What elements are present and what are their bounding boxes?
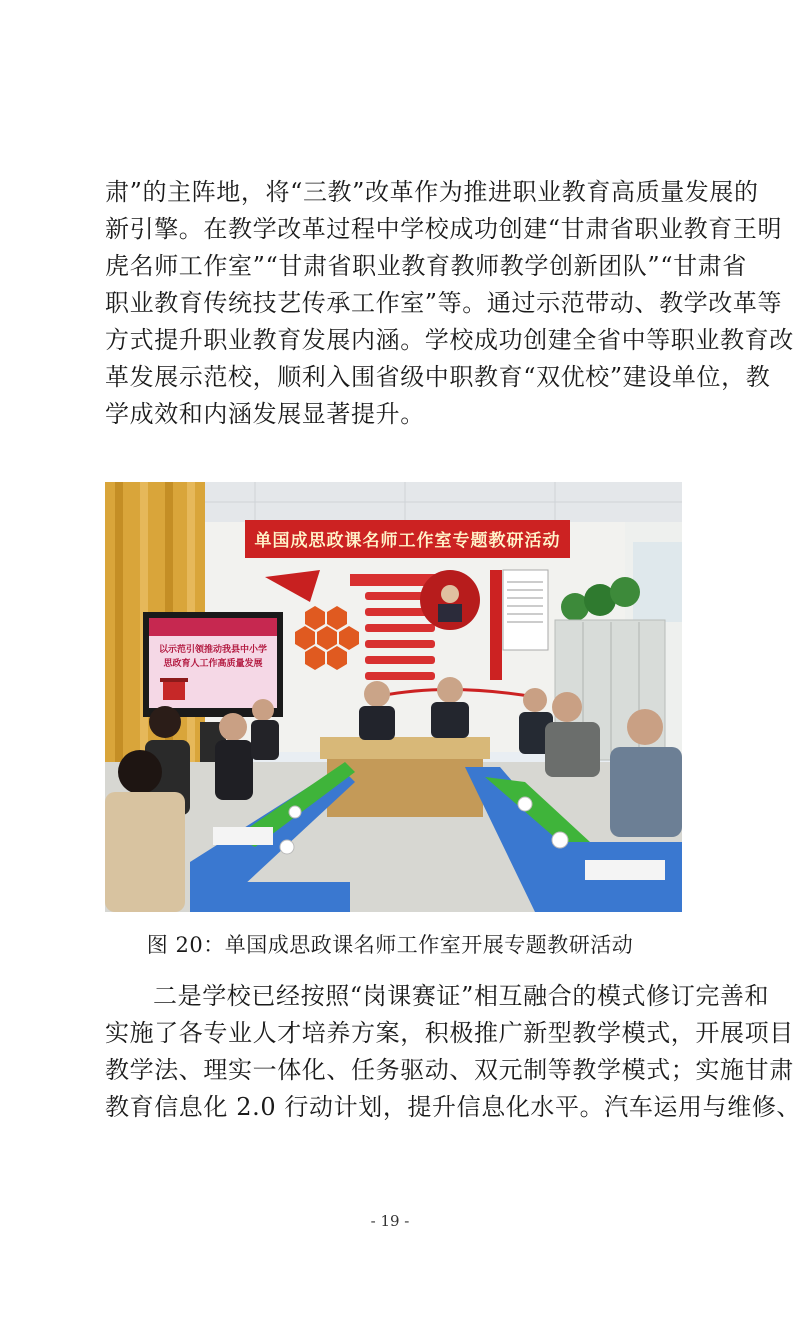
figure-caption: 图 20：单国成思政课名师工作室开展专题教研活动 <box>146 933 634 957</box>
screen-title-2: 思政育人工作高质量发展 <box>163 659 263 669</box>
text-line: 革发展示范校，顺利入围省级中职教育“双优校”建设单位，教 <box>105 363 771 391</box>
page-number: - 19 - <box>370 1212 410 1230</box>
paragraph-2 <box>105 978 801 1126</box>
text-line: 方式提升职业教育发展内涵。学校成功创建全省中等职业教育改 <box>105 326 794 354</box>
text-line: 二是学校已经按照“岗课赛证”相互融合的模式修订完善和 <box>153 982 770 1010</box>
text-line: 新引擎。在教学改革过程中学校成功创建“甘肃省职业教育王明 <box>105 215 783 243</box>
text-line: 虎名师工作室”“甘肃省职业教育教师教学创新团队”“甘肃省 <box>105 252 747 280</box>
text-line: 实施了各专业人才培养方案，积极推广新型教学模式，开展项目 <box>105 1019 794 1047</box>
text-line: 学成效和内涵发展显著提升。 <box>105 400 425 428</box>
paragraph-1 <box>105 174 794 433</box>
meeting-photo <box>105 482 682 912</box>
text-line: 职业教育传统技艺传承工作室”等。通过示范带动、教学改革等 <box>105 289 783 317</box>
banner-text: 单国成思政课名师工作室专题教研活动 <box>254 531 561 551</box>
text-line: 肃”的主阵地，将“三教”改革作为推进职业教育高质量发展的 <box>105 178 759 206</box>
text-line: 教学法、理实一体化、任务驱动、双元制等教学模式；实施甘肃 <box>105 1056 794 1084</box>
screen-title-1: 以示范引领推动我县中小学 <box>158 645 267 655</box>
text-line: 教育信息化 2.0 行动计划，提升信息化水平。汽车运用与维修、 <box>105 1093 801 1121</box>
